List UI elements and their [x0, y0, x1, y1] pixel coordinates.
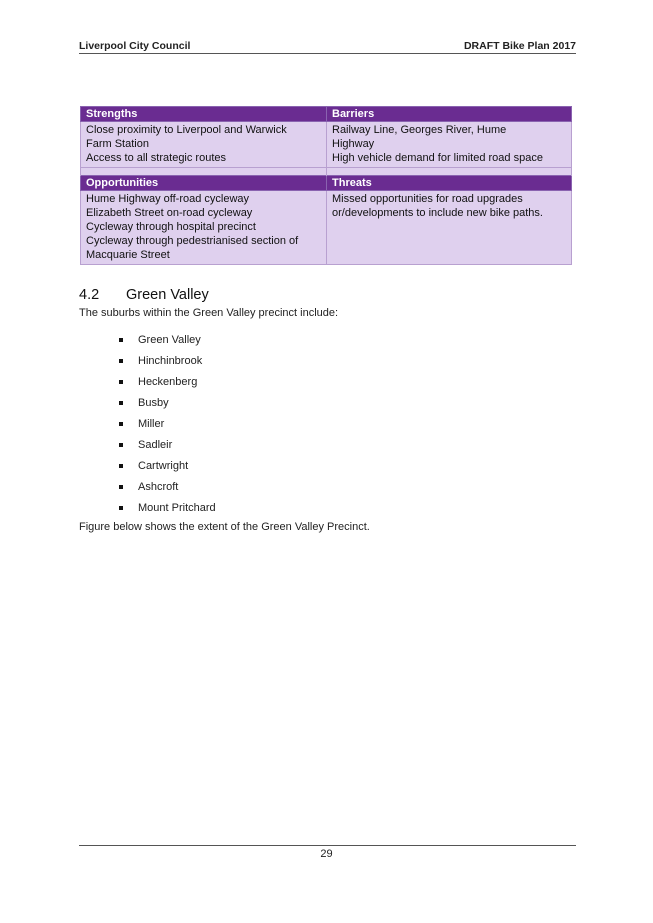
threat-item: Missed opportunities for road upgrades [332, 193, 523, 205]
bullet-icon [119, 401, 123, 405]
barriers-heading: Barriers [327, 107, 572, 122]
strength-item: Access to all strategic routes [86, 152, 227, 164]
header-document-title: DRAFT Bike Plan 2017 [463, 40, 576, 52]
suburb-name: Cartwright [138, 460, 189, 472]
strengths-heading: Strengths [81, 107, 327, 122]
bullet-icon [119, 338, 123, 342]
suburb-name: Mount Pritchard [138, 502, 216, 514]
list-item [118, 354, 216, 375]
opportunities-heading: Opportunities [81, 176, 327, 191]
opportunities-cell [81, 191, 327, 265]
bullet-icon [119, 485, 123, 489]
opportunity-item: Cycleway through pedestrianised section of [86, 235, 299, 247]
swot-spacer-row [81, 168, 572, 176]
barrier-item: High vehicle demand for limited road space [332, 152, 543, 164]
strengths-cell [81, 122, 327, 168]
figure-caption: Figure below shows the extent of the Green Valley Precinct. [79, 521, 370, 533]
threats-heading: Threats [327, 176, 572, 191]
barrier-item: Railway Line, Georges River, Hume [332, 124, 507, 136]
list-item [118, 396, 216, 417]
suburb-list [118, 333, 216, 522]
suburb-name: Busby [138, 397, 169, 409]
section-intro: The suburbs within the Green Valley precinct include: [79, 307, 339, 319]
bullet-icon [119, 380, 123, 384]
bullet-icon [119, 422, 123, 426]
header-divider [79, 53, 576, 54]
opportunity-item: Hume Highway off-road cycleway [86, 193, 250, 205]
header-organisation: Liverpool City Council [79, 40, 191, 52]
page-header [79, 40, 576, 54]
opportunity-item: Elizabeth Street on-road cycleway [86, 207, 253, 219]
strength-item: Farm Station [86, 138, 149, 150]
strength-item: Close proximity to Liverpool and Warwick [86, 124, 287, 136]
list-item [118, 417, 216, 438]
barriers-cell [327, 122, 572, 168]
list-item [118, 480, 216, 501]
threats-cell [327, 191, 572, 265]
opportunity-item: Macquarie Street [86, 249, 170, 261]
bullet-icon [119, 443, 123, 447]
suburb-name: Miller [138, 418, 165, 430]
list-item [118, 501, 216, 522]
suburb-name: Heckenberg [138, 376, 198, 388]
suburb-name: Ashcroft [138, 481, 179, 493]
section-heading [79, 287, 209, 303]
list-item [118, 459, 216, 480]
threat-item: or/developments to include new bike paths. [332, 207, 543, 219]
section-number: 4.2 [79, 287, 100, 303]
swot-header-row-2 [81, 176, 572, 191]
swot-row-2 [81, 191, 572, 265]
suburb-name: Hinchinbrook [138, 355, 203, 367]
list-item [118, 438, 216, 459]
swot-row-1 [81, 122, 572, 168]
page-number: 29 [320, 848, 333, 860]
footer-divider [79, 845, 576, 846]
bullet-icon [119, 464, 123, 468]
bullet-icon [119, 506, 123, 510]
barrier-item: Highway [332, 138, 375, 150]
suburb-name: Sadleir [138, 439, 173, 451]
section-title: Green Valley [126, 287, 209, 303]
list-item [118, 333, 216, 354]
bullet-icon [119, 359, 123, 363]
list-item [118, 375, 216, 396]
swot-table [80, 106, 572, 265]
suburb-name: Green Valley [138, 334, 201, 346]
swot-header-row-1 [81, 107, 572, 122]
opportunity-item: Cycleway through hospital precinct [86, 221, 256, 233]
